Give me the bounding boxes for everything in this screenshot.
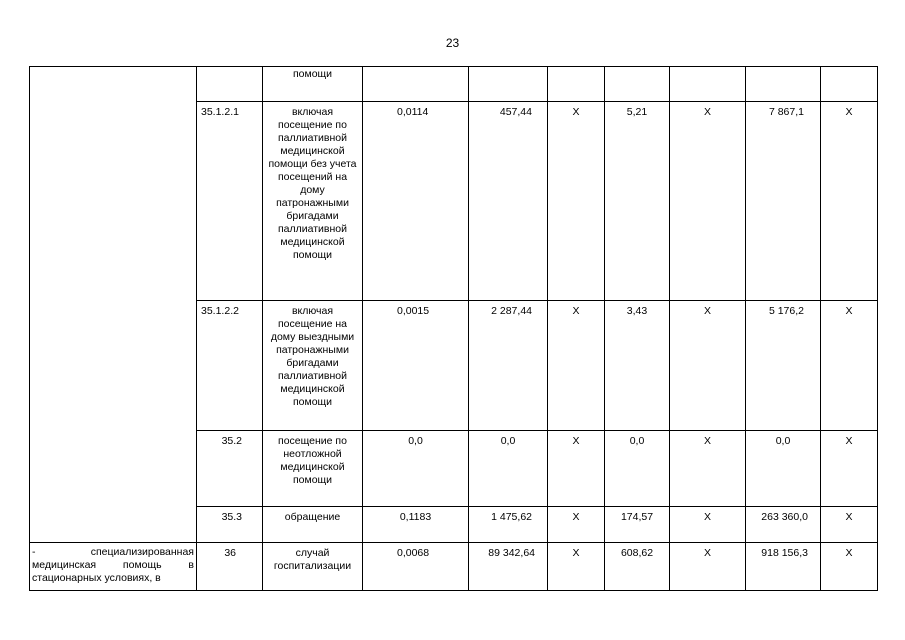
unit-cell: случай госпитализации bbox=[263, 543, 363, 591]
total-cell bbox=[746, 67, 821, 102]
code-cell: 35.1.2.2 bbox=[197, 301, 263, 431]
x-cell: X bbox=[548, 431, 605, 507]
page-number: 23 bbox=[445, 36, 460, 50]
x-cell: X bbox=[548, 102, 605, 301]
table-row bbox=[30, 543, 878, 591]
per-capita-cell: 174,57 bbox=[605, 507, 670, 543]
total-cell: 918 156,3 bbox=[746, 543, 821, 591]
total-cell: 5 176,2 bbox=[746, 301, 821, 431]
cost-cell: 2 287,44 bbox=[469, 301, 548, 431]
code-cell: 35.3 bbox=[197, 507, 263, 543]
cost-cell: 89 342,64 bbox=[469, 543, 548, 591]
x-cell: X bbox=[548, 507, 605, 543]
total-cell: 7 867,1 bbox=[746, 102, 821, 301]
x-cell: X bbox=[821, 543, 878, 591]
x-cell bbox=[670, 67, 746, 102]
unit-cell: помощи bbox=[263, 67, 363, 102]
per-capita-cell: 5,21 bbox=[605, 102, 670, 301]
norm-cell: 0,1183 bbox=[363, 507, 469, 543]
x-cell: X bbox=[548, 301, 605, 431]
per-capita-cell: 3,43 bbox=[605, 301, 670, 431]
code-cell: 35.1.2.1 bbox=[197, 102, 263, 301]
x-cell: X bbox=[670, 102, 746, 301]
x-cell: X bbox=[670, 431, 746, 507]
service-name-cell bbox=[30, 543, 197, 591]
x-cell: X bbox=[670, 507, 746, 543]
service-name-line: медицинская помощь в bbox=[32, 559, 194, 571]
table-row bbox=[30, 67, 878, 102]
x-cell bbox=[821, 67, 878, 102]
total-cell: 263 360,0 bbox=[746, 507, 821, 543]
service-name-line: стационарных условиях, в bbox=[32, 572, 161, 584]
code-cell bbox=[197, 67, 263, 102]
unit-cell: обращение bbox=[263, 507, 363, 543]
x-cell bbox=[548, 67, 605, 102]
x-cell: X bbox=[821, 431, 878, 507]
cost-cell: 457,44 bbox=[469, 102, 548, 301]
x-cell: X bbox=[821, 102, 878, 301]
x-cell: X bbox=[670, 301, 746, 431]
x-cell: X bbox=[821, 507, 878, 543]
unit-cell: включая посещение по паллиативной медицинской помощи без учета посещений на дому патронажными бригадами паллиативной медицинской помощи bbox=[263, 102, 363, 301]
service-name-cell-empty bbox=[30, 67, 197, 543]
unit-cell: включая посещение на дому выездными патронажными бригадами паллиативной медицинской помощи bbox=[263, 301, 363, 431]
code-cell: 35.2 bbox=[197, 431, 263, 507]
norm-cell: 0,0015 bbox=[363, 301, 469, 431]
norm-cell: 0,0114 bbox=[363, 102, 469, 301]
cost-cell bbox=[469, 67, 548, 102]
norm-cell: 0,0 bbox=[363, 431, 469, 507]
per-capita-cell: 0,0 bbox=[605, 431, 670, 507]
cost-cell: 0,0 bbox=[469, 431, 548, 507]
x-cell: X bbox=[670, 543, 746, 591]
x-cell: X bbox=[821, 301, 878, 431]
norm-cell: 0,0068 bbox=[363, 543, 469, 591]
code-cell: 36 bbox=[197, 543, 263, 591]
cost-cell: 1 475,62 bbox=[469, 507, 548, 543]
x-cell: X bbox=[548, 543, 605, 591]
total-cell: 0,0 bbox=[746, 431, 821, 507]
per-capita-cell: 608,62 bbox=[605, 543, 670, 591]
norm-cell bbox=[363, 67, 469, 102]
unit-cell: посещение по неотложной медицинской помощи bbox=[263, 431, 363, 507]
per-capita-cell bbox=[605, 67, 670, 102]
service-name-line: - специализированная bbox=[32, 546, 194, 558]
medical-care-table bbox=[29, 66, 878, 591]
